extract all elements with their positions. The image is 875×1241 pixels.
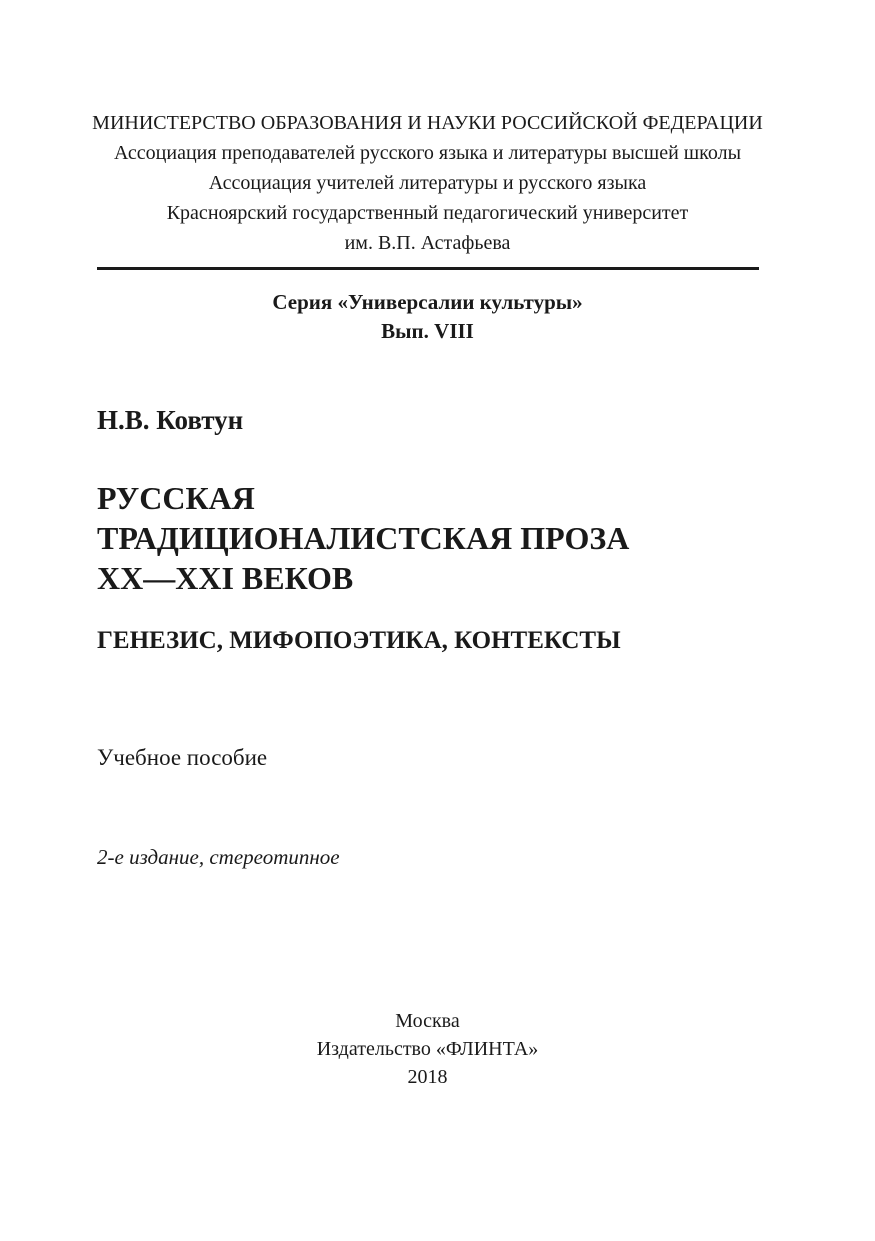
association-literature-teachers: Ассоциация учителей литературы и русского языка	[208, 172, 647, 194]
title-line-2: ТРАДИЦИОНАЛИСТСКАЯ ПРОЗА	[97, 520, 630, 556]
series-info	[0, 288, 855, 346]
imprint-city: Москва	[395, 1010, 460, 1032]
series-name: Серия «Универсалии культуры»	[272, 290, 583, 314]
imprint	[0, 1007, 855, 1091]
title-line-3: XX—XXI ВЕКОВ	[97, 560, 354, 596]
university-named-after: им. В.П. Астафьева	[344, 232, 511, 254]
series-issue: Вып. VIII	[381, 319, 474, 343]
imprint-publisher: Издательство «ФЛИНТА»	[316, 1038, 539, 1060]
document-type: Учебное пособие	[97, 745, 268, 770]
book-subtitle: ГЕНЕЗИС, МИФОПОЭТИКА, КОНТЕКСТЫ	[97, 627, 621, 654]
organizations-header	[0, 108, 855, 258]
title-line-1: РУССКАЯ	[97, 480, 255, 516]
edition-info: 2-е издание, стереотипное	[97, 845, 340, 869]
association-teachers-higher-school: Ассоциация преподавателей русского языка и литературы высшей школы	[113, 142, 742, 164]
book-title	[97, 478, 629, 598]
author-name: Н.В. Ковтун	[97, 405, 244, 435]
university-name: Красноярский государственный педагогический университет	[166, 202, 689, 224]
ministry-name: МИНИСТЕРСТВО ОБРАЗОВАНИЯ И НАУКИ РОССИЙСКОЙ ФЕДЕРАЦИИ	[92, 112, 763, 134]
imprint-year: 2018	[407, 1066, 448, 1088]
header-divider	[97, 267, 759, 270]
